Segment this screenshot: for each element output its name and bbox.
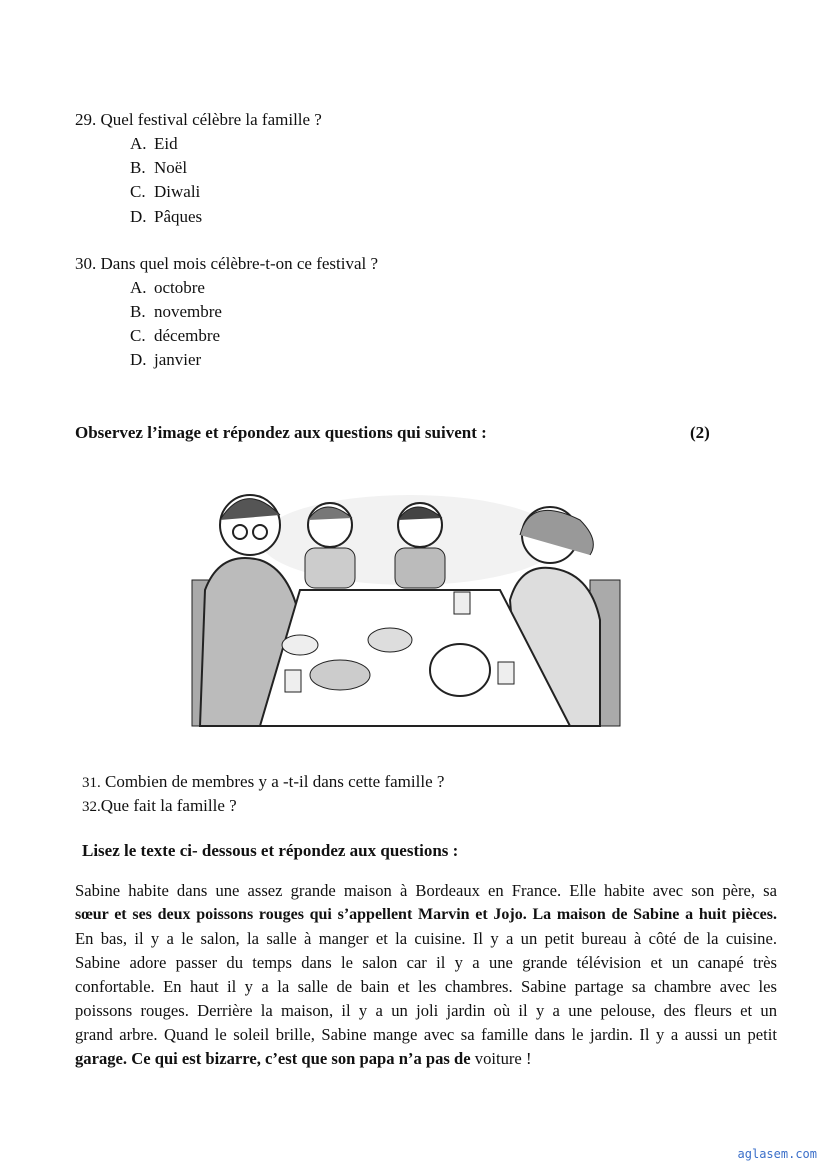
option-letter: C. — [130, 182, 146, 201]
option-text: décembre — [154, 326, 221, 345]
question-31 — [82, 772, 444, 792]
option-c — [130, 182, 200, 202]
passage-line — [75, 1047, 777, 1071]
option-b — [130, 158, 187, 178]
question-29 — [75, 110, 322, 130]
family-dinner-illustration — [190, 480, 630, 728]
option-letter: D. — [130, 207, 147, 226]
question-30 — [75, 254, 378, 274]
question-text: Dans quel mois célèbre-t-on ce festival ? — [100, 254, 379, 273]
option-letter: D. — [130, 350, 147, 369]
question-number: 30. — [75, 254, 97, 273]
option-text: octobre — [154, 278, 205, 297]
option-letter: B. — [130, 158, 146, 177]
passage-line: confortable. En haut il y a la salle de bain et les chambres. Sabine partage sa chambre avec les — [75, 977, 777, 996]
passage-line: grand arbre. Quand le soleil brille, Sabine mange avec sa famille dans le jardin. Il y a aussi un petit — [75, 1025, 777, 1044]
option-letter: B. — [130, 302, 146, 321]
marks-label: (2) — [690, 423, 710, 442]
question-number: 29. — [75, 110, 97, 129]
question-text: Quel festival célèbre la famille ? — [100, 110, 322, 129]
option-text: janvier — [154, 350, 202, 369]
passage-line: poissons rouges. Derrière la maison, il y a un joli jardin où il y a une pelouse, des fleurs et un — [75, 1001, 777, 1020]
question-text: Combien de membres y a -t-il dans cette famille ? — [105, 772, 445, 791]
option-a — [130, 134, 178, 154]
question-text: Que fait la famille ? — [100, 796, 237, 815]
reading-passage — [75, 879, 777, 1071]
passage-text: voiture ! — [470, 1049, 532, 1068]
passage-line: sœur et ses deux poissons rouges qui s’appellent Marvin et Jojo. La maison de Sabine a huit pièces. — [75, 906, 777, 923]
option-d — [130, 350, 201, 370]
option-text: Noël — [154, 158, 188, 177]
option-text: Pâques — [154, 207, 203, 226]
passage-line: En bas, il y a le salon, la salle à manger et la cuisine. Il y a un petit bureau à côté de la cuisine. — [75, 929, 777, 948]
footer-watermark-link[interactable]: aglasem.com — [737, 1147, 817, 1161]
section-heading-text: Lisez le texte ci- dessous et répondez aux questions : — [82, 841, 459, 860]
option-c — [130, 326, 220, 346]
option-text: novembre — [154, 302, 222, 321]
passage-bold-text: garage. Ce qui est bizarre, c’est que son papa n’a pas de — [75, 1049, 471, 1068]
option-letter: A. — [130, 134, 147, 153]
passage-line: Sabine habite dans une assez grande maison à Bordeaux en France. Elle habite avec son père, sa — [75, 881, 777, 900]
question-number: 32. — [82, 799, 101, 815]
option-letter: A. — [130, 278, 147, 297]
option-d — [130, 207, 202, 227]
question-32 — [82, 796, 237, 816]
option-b — [130, 302, 222, 322]
option-letter: C. — [130, 326, 146, 345]
option-a — [130, 278, 205, 298]
option-text: Diwali — [154, 182, 201, 201]
question-number: 31. — [82, 775, 101, 791]
section-heading-image: Observez l’image et répondez aux questions qui suivent : — [75, 423, 487, 442]
passage-line: Sabine adore passer du temps dans le salon car il y a une grande télévision et un canapé très — [75, 953, 777, 972]
option-text: Eid — [154, 134, 178, 153]
